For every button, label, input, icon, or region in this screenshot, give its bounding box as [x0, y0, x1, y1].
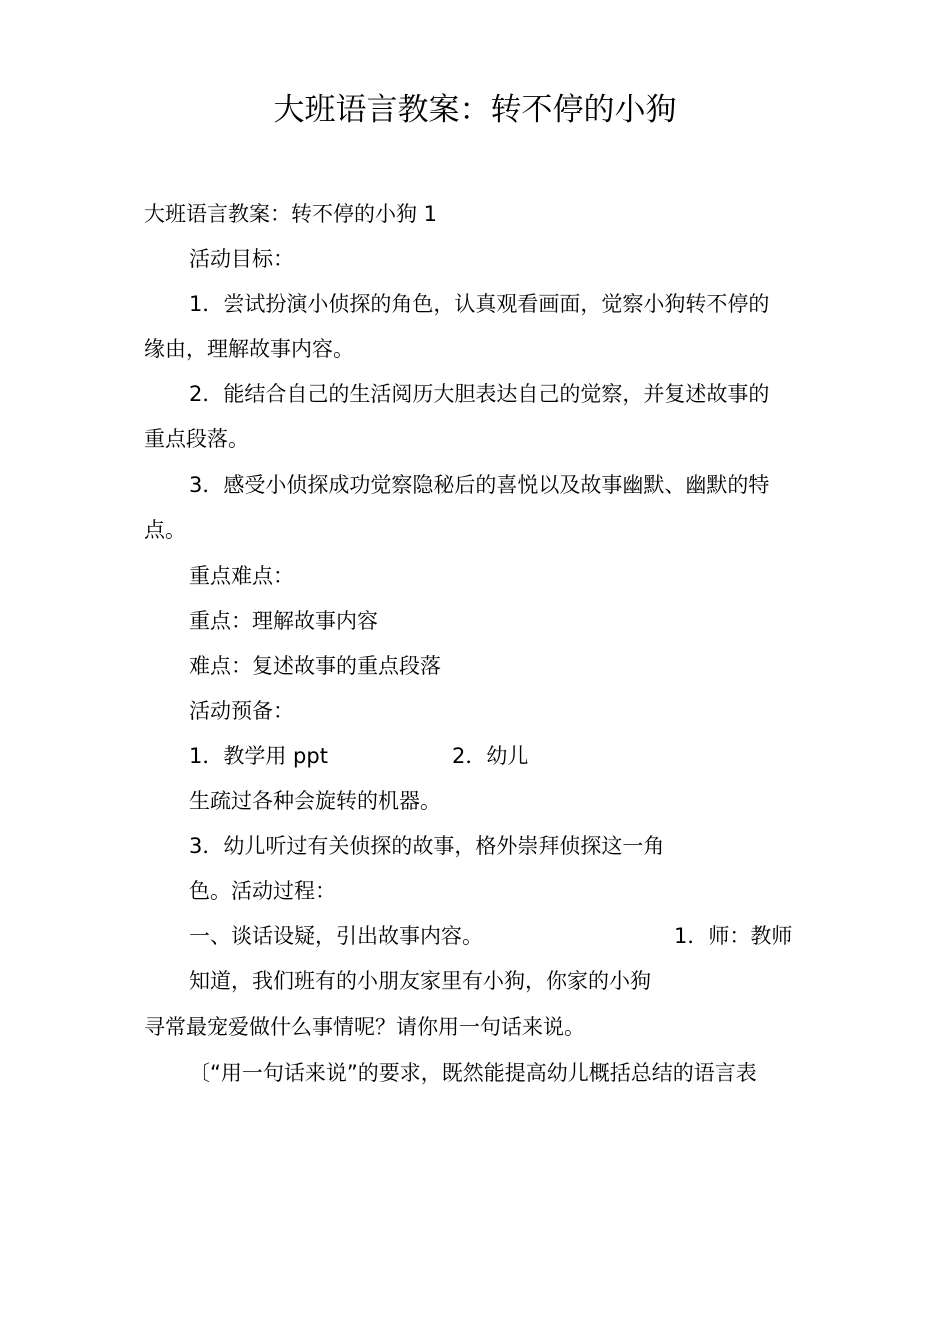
- paragraph-line: 难点：复述故事的重点段落: [189, 654, 441, 678]
- paragraph-line: 1．尝试扮演小侦探的角色，认真观看画面，觉察小狗转不停的: [189, 292, 770, 316]
- paragraph-line: 重点段落。: [144, 427, 249, 451]
- paragraph-line: 色。活动过程：: [189, 879, 336, 903]
- paragraph-line: 1．教学用 ppt: [189, 744, 328, 768]
- paragraph-line: 缘由，理解故事内容。: [144, 337, 354, 361]
- paragraph-line: 〔“用一句话来说”的要求，既然能提高幼儿概括总结的语言表: [189, 1061, 757, 1085]
- paragraph-line: 3．幼儿听过有关侦探的故事，格外崇拜侦探这一角: [189, 834, 665, 858]
- section-label-goals: 活动目标：: [189, 247, 294, 271]
- paragraph-line: 重点：理解故事内容: [189, 609, 378, 633]
- paragraph-line: 知道，我们班有的小朋友家里有小狗，你家的小狗: [189, 969, 651, 993]
- paragraph-line: 3．感受小侦探成功觉察隐秘后的喜悦以及故事幽默、幽默的特: [189, 473, 770, 497]
- paragraph-line: 1．师：教师: [674, 924, 793, 948]
- page-title: 大班语言教案：转不停的小狗: [273, 92, 677, 128]
- section-label-key-points: 重点难点：: [189, 564, 294, 588]
- doc-heading: 大班语言教案：转不停的小狗 1: [144, 202, 438, 226]
- paragraph-line: 寻常最宠爱做什么事情呢？请你用一句话来说。: [144, 1015, 585, 1039]
- paragraph-line: 点。: [144, 518, 186, 542]
- paragraph-line: 2．能结合自己的生活阅历大胆表达自己的觉察，并复述故事的: [189, 382, 770, 406]
- paragraph-line: 一、谈话设疑，引出故事内容。: [189, 924, 483, 948]
- paragraph-line: 生疏过各种会旋转的机器。: [189, 789, 441, 813]
- paragraph-line: 2．幼儿: [452, 744, 529, 768]
- section-label-preparation: 活动预备：: [189, 699, 294, 723]
